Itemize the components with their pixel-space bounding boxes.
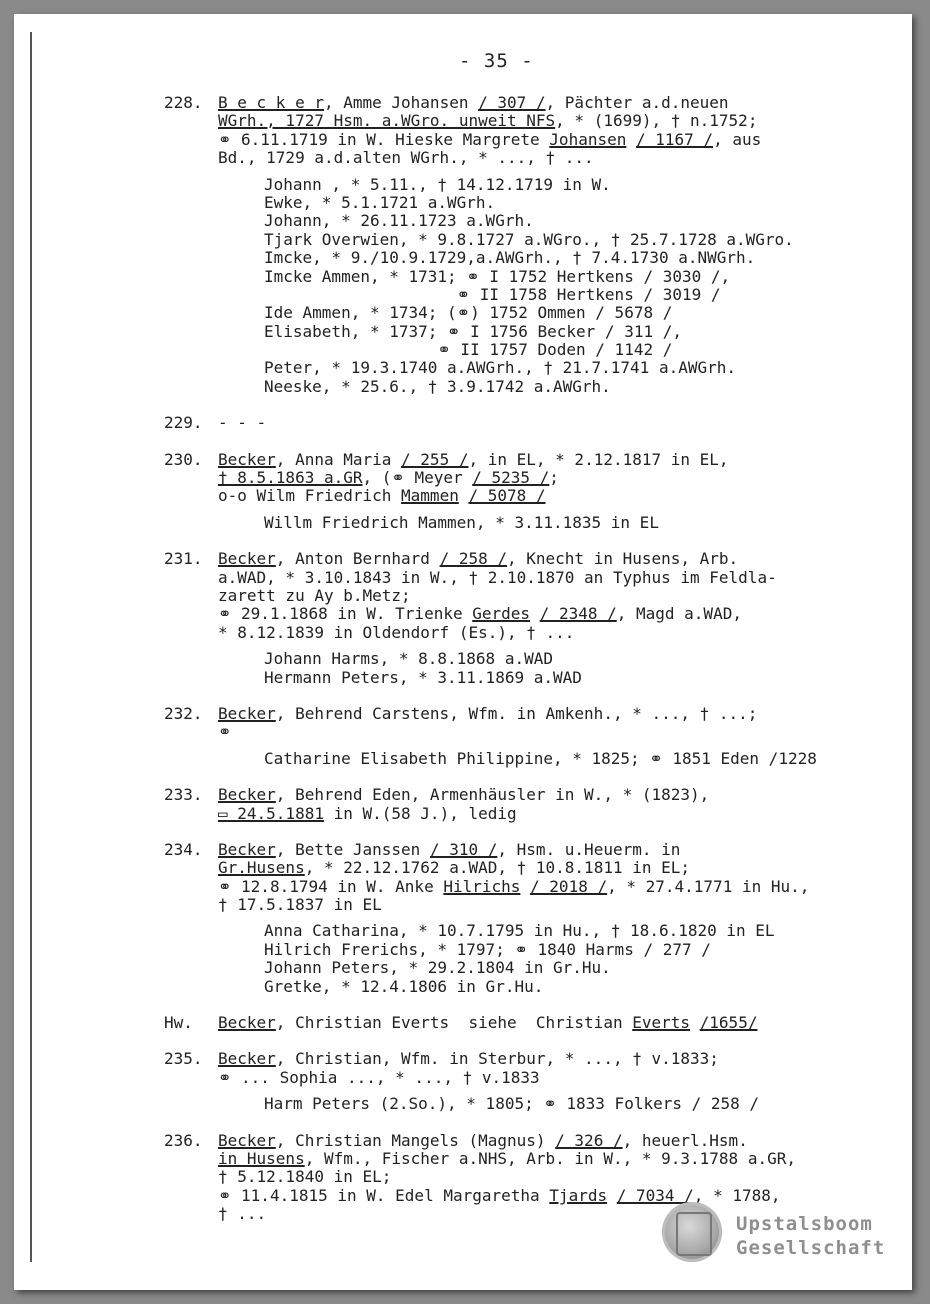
entry-number: 230. xyxy=(164,449,203,469)
entry-text: , heuerl.Hsm. xyxy=(622,1130,748,1150)
entry-text: / 5235 / xyxy=(472,468,550,488)
entry-text: zarett zu Ay b.Metz; xyxy=(218,585,411,605)
logo-line-1: Upstalsboom xyxy=(736,1213,873,1235)
entry-text: , Behrend Carstens, Wfm. in Amkenh., * ..., † ...; xyxy=(275,703,758,723)
entry-line xyxy=(164,550,908,568)
entry-text: in Husens xyxy=(218,1148,305,1168)
entry-list xyxy=(164,94,908,1242)
entry-text: , Christian Mangels (Magnus) xyxy=(275,1130,556,1150)
entry-line xyxy=(164,149,908,167)
entry-line xyxy=(164,1187,908,1205)
entry-number: 235. xyxy=(164,1049,203,1069)
entry-text: † 8.5.1863 a.GR xyxy=(218,468,363,488)
entry-text: † 5.12.1840 in EL; xyxy=(218,1167,392,1187)
genealogy-entry xyxy=(164,414,908,432)
entry-text: B e c k e r xyxy=(218,93,324,112)
entry-number: 231. xyxy=(164,549,203,569)
entry-text: o-o Wilm Friedrich xyxy=(218,486,402,506)
genealogy-entry xyxy=(164,705,908,768)
entry-text: / 255 / xyxy=(401,449,469,469)
entry-line xyxy=(164,705,908,723)
entry-text: , Magd a.WAD, xyxy=(616,604,742,624)
entry-text: , * 1788, xyxy=(693,1185,781,1205)
entry-line xyxy=(164,841,908,859)
entry-text: , Hsm. u.Heuerm. in xyxy=(497,839,681,859)
entry-number: 233. xyxy=(164,785,203,805)
entry-text: † 17.5.1837 in EL xyxy=(218,895,382,915)
genealogy-entry xyxy=(164,1014,908,1032)
entry-text xyxy=(626,130,636,149)
entry-text: , Christian Everts siehe Christian xyxy=(275,1013,633,1033)
child-line: ⚭ II 1757 Doden / 1142 / xyxy=(264,340,673,360)
child-line: Johann, * 26.11.1723 a.WGrh. xyxy=(264,211,534,231)
entry-line xyxy=(164,1168,908,1186)
genealogy-entry xyxy=(164,94,908,396)
entry-text: Gerdes xyxy=(472,604,531,624)
child-line: Harm Peters (2.So.), * 1805; ⚭ 1833 Folkers / 258 / xyxy=(264,1094,760,1114)
entry-number: Hw. xyxy=(164,1013,193,1033)
entry-text: , Pächter a.d.neuen xyxy=(545,93,729,112)
entry-line xyxy=(164,112,908,130)
entry-line xyxy=(164,896,908,914)
entry-text: ⚭ 6.11.1719 in W. Hieske Margrete xyxy=(218,129,550,149)
entry-text: , Bette Janssen xyxy=(275,839,430,859)
entry-text xyxy=(530,604,540,623)
genealogy-entry xyxy=(164,451,908,533)
child-line: Hilrich Frerichs, * 1797; ⚭ 1840 Harms / 277 / xyxy=(264,939,711,959)
entry-text: Becker xyxy=(218,1130,276,1150)
entry-text: , aus xyxy=(713,129,762,149)
entry-text: WGrh., 1727 Hsm. a.WGro. unweit NFS xyxy=(218,111,556,131)
entry-text: / 310 / xyxy=(429,839,498,859)
entry-text: , Knecht in Husens, Arb. xyxy=(507,549,739,569)
entry-text: / 258 / xyxy=(439,549,507,569)
entry-line xyxy=(164,723,908,741)
entry-text: Becker xyxy=(218,703,276,723)
entry-text: Mammen xyxy=(401,486,459,506)
entry-line xyxy=(164,569,908,587)
entry-text: a.WAD, * 3.10.1843 in W., † 2.10.1870 an Typhus im Feldla- xyxy=(218,567,777,587)
entry-text: Bd., 1729 a.d.alten WGrh., * ..., † ... xyxy=(218,148,594,168)
entry-line xyxy=(164,1150,908,1168)
entry-text: / 326 / xyxy=(555,1130,623,1150)
entry-line xyxy=(164,131,908,149)
child-line: Tjark Overwien, * 9.8.1727 a.WGro., † 25.7.1728 a.WGro. xyxy=(264,229,794,249)
entry-line xyxy=(164,1132,908,1150)
entry-line xyxy=(164,587,908,605)
entry-line xyxy=(164,624,908,642)
page-number: - 35 - xyxy=(459,50,534,72)
entry-text xyxy=(520,877,530,896)
entry-text: / 7034 / xyxy=(616,1185,694,1205)
entry-text: † ... xyxy=(218,1204,267,1224)
entry-text: , Amme Johansen xyxy=(323,93,479,112)
entry-number: 232. xyxy=(164,703,203,723)
genealogy-entry xyxy=(164,550,908,687)
entry-line xyxy=(164,451,908,469)
entry-text: Johansen xyxy=(549,129,627,149)
entry-text: ⚭ 29.1.1868 in W. Trienke xyxy=(218,604,473,624)
entry-text: , Anton Bernhard xyxy=(275,549,440,569)
entry-number: 229. xyxy=(164,413,203,433)
genealogy-entry xyxy=(164,1050,908,1113)
entry-line xyxy=(164,878,908,896)
child-line: Hermann Peters, * 3.11.1869 a.WAD xyxy=(264,667,582,687)
entry-line xyxy=(164,786,908,804)
entry-text xyxy=(607,1186,617,1205)
genealogy-entry xyxy=(164,786,908,823)
entry-text: , Wfm., Fischer a.NHS, Arb. in W., * 9.3.1788 a.GR, xyxy=(304,1148,796,1168)
child-line: Neeske, * 25.6., † 3.9.1742 a.AWGrh. xyxy=(264,376,611,396)
entry-text: / 1167 / xyxy=(636,129,714,149)
child-line: Imcke, * 9./10.9.1729,a.AWGrh., † 7.4.1730 a.NWGrh. xyxy=(264,248,756,268)
child-line: ⚭ II 1758 Hertkens / 3019 / xyxy=(264,284,721,304)
entry-text: Becker xyxy=(218,839,276,859)
child-line: Ewke, * 5.1.1721 a.WGrh. xyxy=(264,192,496,212)
entry-text: , * (1699), † n.1752; xyxy=(555,111,758,131)
entry-text: Becker xyxy=(218,1049,276,1069)
entry-line xyxy=(164,1050,908,1068)
entry-text: Becker xyxy=(218,549,276,569)
child-line: Imcke Ammen, * 1731; ⚭ I 1752 Hertkens / 3030 /, xyxy=(264,266,731,286)
entry-text: / 307 / xyxy=(478,93,546,112)
entry-line xyxy=(164,414,908,432)
logo-line-2: Gesellschaft xyxy=(736,1237,886,1259)
entry-text: * 8.12.1839 in Oldendorf (Es.), † ... xyxy=(218,622,575,642)
entry-text: ▭ 24.5.1881 xyxy=(218,803,324,823)
genealogy-entry xyxy=(164,841,908,996)
entry-line xyxy=(164,94,908,112)
seal-icon xyxy=(662,1202,722,1262)
entry-line xyxy=(164,859,908,877)
entry-line xyxy=(164,1069,908,1087)
entry-line xyxy=(164,469,908,487)
entry-text: Everts xyxy=(632,1013,691,1033)
entry-text: , Behrend Eden, Armenhäusler in W., * (1823), xyxy=(275,785,710,805)
entry-text: Tjards xyxy=(549,1185,608,1205)
entry-text: Becker xyxy=(218,449,276,469)
entry-text: ⚭ xyxy=(218,722,232,742)
entry-text: ⚭ ... Sophia ..., * ..., † v.1833 xyxy=(218,1067,540,1087)
entry-text: in W.(58 J.), ledig xyxy=(323,803,517,823)
entry-text: , * 27.4.1771 in Hu., xyxy=(607,876,810,896)
child-line: Anna Catharina, * 10.7.1795 in Hu., † 18.6.1820 in EL xyxy=(264,921,775,941)
entry-line xyxy=(164,605,908,623)
entry-text xyxy=(690,1013,700,1032)
entry-line xyxy=(164,487,908,505)
child-line: Johann Peters, * 29.2.1804 in Gr.Hu. xyxy=(264,958,611,978)
entry-text: , * 22.12.1762 a.WAD, † 10.8.1811 in EL; xyxy=(304,858,691,878)
entry-text: /1655/ xyxy=(699,1013,758,1033)
entry-text: / 5078 / xyxy=(468,486,546,506)
entry-number: 228. xyxy=(164,93,203,112)
entry-number: 234. xyxy=(164,839,203,859)
entry-text: - - - xyxy=(218,413,267,433)
entry-text: , Anna Maria xyxy=(275,449,402,469)
entry-text: / 2018 / xyxy=(530,876,608,896)
entry-text: ⚭ 11.4.1815 in W. Edel Margaretha xyxy=(218,1185,550,1205)
entry-text: , (⚭ Meyer xyxy=(362,468,473,488)
child-line: Catharine Elisabeth Philippine, * 1825; ⚭ 1851 Eden /1228 xyxy=(264,748,817,768)
entry-line xyxy=(164,1014,908,1032)
entry-text: ; xyxy=(549,468,559,488)
entry-number: 236. xyxy=(164,1130,203,1150)
child-line: Ide Ammen, * 1734; (⚭) 1752 Ommen / 5678 / xyxy=(264,303,673,323)
genealogy-entry xyxy=(164,1132,908,1224)
entry-text: / 2348 / xyxy=(539,604,617,624)
child-line: Peter, * 19.3.1740 a.AWGrh., † 21.7.1741 a.AWGrh. xyxy=(264,358,737,378)
entry-text: Becker xyxy=(218,1013,276,1033)
child-line: Johann , * 5.11., † 14.12.1719 in W. xyxy=(264,174,611,194)
document-page xyxy=(14,14,912,1290)
entry-text: Gr.Husens xyxy=(218,858,305,878)
entry-line xyxy=(164,805,908,823)
margin-line xyxy=(30,32,32,1262)
entry-text: , Christian, Wfm. in Sterbur, * ..., † v.1833; xyxy=(275,1049,719,1069)
entry-text: Hilrichs xyxy=(443,876,521,896)
child-line: Elisabeth, * 1737; ⚭ I 1756 Becker / 311 /, xyxy=(264,321,682,341)
child-line: Gretke, * 12.4.1806 in Gr.Hu. xyxy=(264,976,544,996)
logo xyxy=(736,1212,885,1260)
child-line: Willm Friedrich Mammen, * 3.11.1835 in EL xyxy=(264,512,659,532)
entry-text: ⚭ 12.8.1794 in W. Anke xyxy=(218,876,444,896)
entry-text: , in EL, * 2.12.1817 in EL, xyxy=(468,449,729,469)
child-line: Johann Harms, * 8.8.1868 a.WAD xyxy=(264,649,553,669)
entry-text: Becker xyxy=(218,785,276,805)
